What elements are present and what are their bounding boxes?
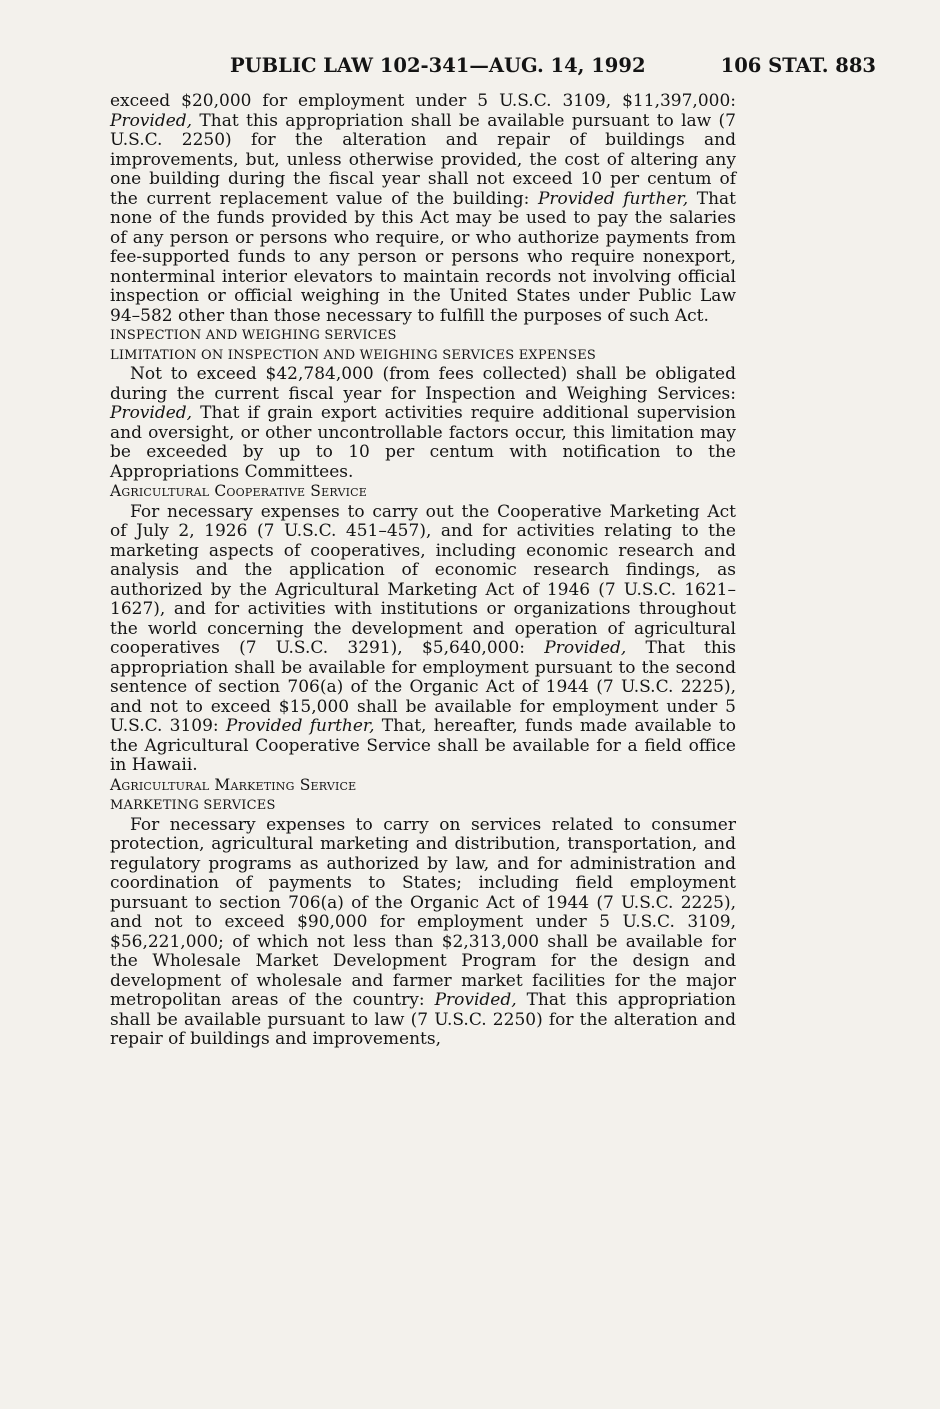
italic-proviso: Provided,: [434, 990, 517, 1010]
text-run: That, hereafter, funds made available to the Agricultural Cooperative Service shall be available for a field office in Hawaii.: [110, 716, 736, 775]
paragraph-cooperative-service: [110, 503, 736, 776]
text-run: For necessary expenses to carry out the Cooperative Marketing Act of July 2, 1926 (7 U.S.C. 451–457), and for activities relating to the marketing aspects of cooperatives, including economic research and analysis and the application of economic research findings, as authorized by the Agricultural Marketing Act of 1946 (7 U.S.C. 1621–1627), and for activities with institutions or organizations throughout the world concerning the development and operation of agricultural cooperatives (7 U.S.C. 3291), $5,640,000:: [110, 501, 736, 658]
section-heading-inspection: INSPECTION AND WEIGHING SERVICES: [110, 328, 397, 343]
agency-heading-cooperative-service: Agricultural Cooperative Service: [110, 482, 367, 500]
text-run: That this appropriation shall be available for employment pursuant to the second sentence of section 706(a) of the Organic Act of 1944 (7 U.S.C. 2225), and not to exceed $15,000 shall be available for employment under 5 U.S.C. 3109:: [110, 638, 736, 736]
text-run: That none of the funds provided by this Act may be used to pay the salaries of any person or persons who require, or who authorize payments from fee-supported funds to any person or persons who require nonexport, nonterminal interior elevators to maintain records not involving official inspection or official weighing in the United States under Public Law 94–582 other than those necessary to fulfill the purposes of such Act.: [110, 188, 736, 326]
body-text: [110, 92, 736, 1050]
paragraph-marketing-services: [110, 816, 736, 1050]
agency-heading-marketing-service: Agricultural Marketing Service: [110, 775, 357, 794]
italic-proviso: Provided,: [110, 403, 193, 423]
text-run: That this appropriation shall be available pursuant to law (7 U.S.C. 2250) for the alteration and repair of buildings and improvements,: [110, 990, 737, 1049]
text-run: exceed $20,000 for employment under 5 U.S.C. 3109, $11,397,000:: [110, 91, 736, 111]
running-head-citation: PUBLIC LAW 102-341—AUG. 14, 1992: [230, 54, 646, 77]
italic-proviso: Provided further,: [225, 716, 375, 736]
subsection-heading-limitation: LIMITATION ON INSPECTION AND WEIGHING SERVICES EXPENSES: [110, 347, 596, 363]
italic-proviso: Provided,: [544, 638, 627, 658]
italic-proviso: Provided further,: [537, 188, 689, 209]
section-heading-marketing-services: MARKETING SERVICES: [110, 798, 276, 813]
text-run: Not to exceed $42,784,000 (from fees collected) shall be obligated during the current fiscal year for Inspection and Weighing Services:: [110, 364, 736, 404]
paragraph-continuation: [110, 92, 736, 326]
running-head-stat-page: 106 STAT. 883: [720, 54, 876, 77]
italic-proviso: Provided,: [110, 110, 193, 131]
paragraph-inspection-limit: [110, 365, 736, 482]
text-run: For necessary expenses to carry on services related to consumer protection, agricultural marketing and distribution, transportation, and regulatory programs as authorized by law, and for administration and coordination of payments to States; including field employment pursuant to section 706(a) of the Organic Act of 1944 (7 U.S.C. 2225), and not to exceed $90,000 for employment under 5 U.S.C. 3109, $56,221,000; of which not less than $2,313,000 shall be available for the Wholesale Market Development Program for the design and development of wholesale and farmer market facilities for the major metropolitan areas of the country:: [110, 814, 736, 1010]
text-run: That this appropriation shall be available pursuant to law (7 U.S.C. 2250) for the alteration and repair of buildings and improvements, but, unless otherwise provided, the cost of altering any one building during the fiscal year shall not exceed 10 per centum of the current replacement value of the building:: [110, 110, 736, 209]
text-run: That if grain export activities require additional supervision and oversight, or other uncontrollable factors occur, this limitation may be exceeded by up to 10 per centum with notification to the Appropriations Committees.: [110, 403, 736, 482]
